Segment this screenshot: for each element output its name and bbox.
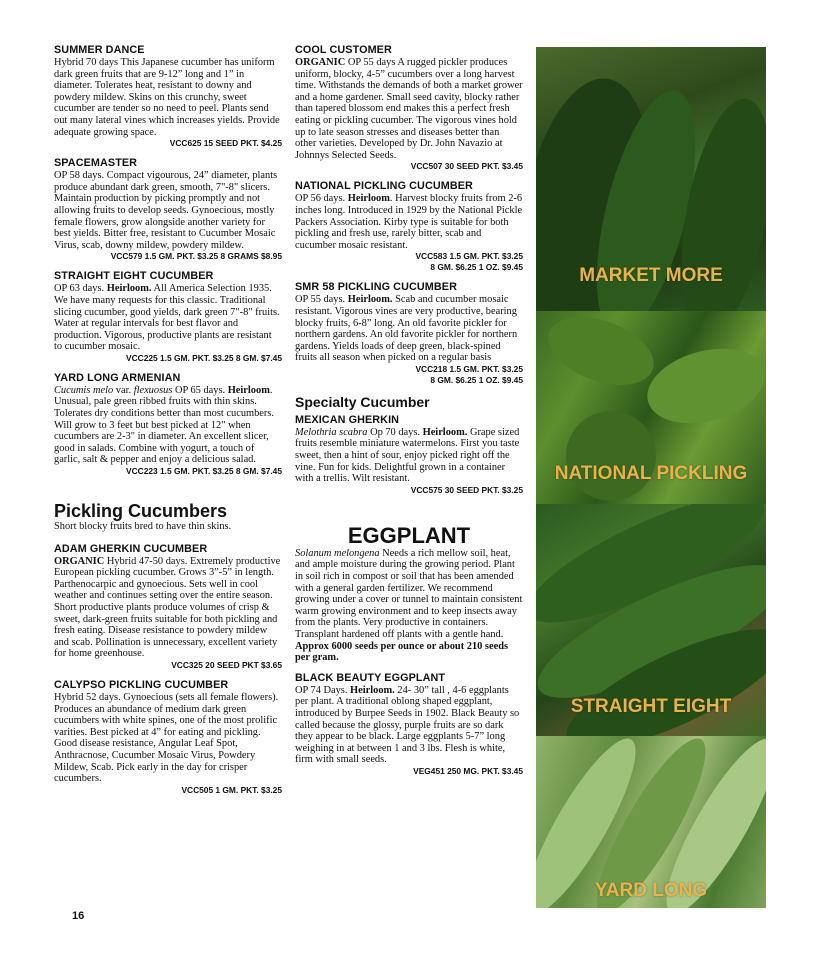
straight-eight-title: STRAIGHT EIGHT CUCUMBER (54, 270, 214, 283)
middle-column (295, 44, 523, 785)
adam-gherkin-desc: ORGANIC Hybrid 47-50 days. Extremely productive European pickling cucumber. Grows 3”-5” in length. Parthenocarpic and gynoecious. Sets well in cool weather and continues setting over the entire season. Short productive plants produce volumes of crisp & sweet, dark-green fruits suitable for both pickling and fresh eating. Disease resistance to powdery mildew and scab. Pollination is unnecessary, excellent variety for home greenhouse. (54, 555, 281, 660)
straight-eight-label: STRAIGHT EIGHT (570, 696, 732, 717)
smr58-desc: OP 55 days. Heirloom. Scab and cucumber mosaic resistant. Vigorous vines are very productive, bearing blocky fruits, 6-8” long. An old favorite pickler for northern gardens. An old favorite pickler for northern gardens. Yields loads of deep green, black-spined fruits all season when picked on a regular basis (295, 294, 518, 364)
yard-long-title: YARD LONG ARMENIAN (54, 371, 181, 384)
cool-customer-entry (295, 44, 523, 172)
eggplant-intro-desc: Solanum melongena Needs a rich mellow soil, heat, and ample moisture during the growing period. Plant in soil rich in compost or soil that has been amended with a general garden fertilizer. We recommend growing under a cover or tunnel to maintain consistent warm growing environment and to keep insects away from the plants. Very productive in containers. Transplant hardened off plants with a gentle hand. Approx 6000 seeds per ounce or about 210 seeds per gram. (295, 547, 523, 664)
eggplant-intro (295, 548, 523, 664)
market-more-label: MARKET MORE (579, 265, 723, 286)
calypso-entry (54, 679, 282, 796)
market-more-photo (536, 47, 766, 311)
spacemaster-title: SPACEMASTER (54, 157, 138, 170)
page-number: 16 (72, 910, 85, 922)
calypso-title: CALYPSO PICKLING CUCUMBER (54, 678, 229, 691)
black-beauty-desc: OP 74 Days. Heirloom. 24- 30” tall , 4-6 eggplants per plant. A traditional oblong shaped eggplant, introduced by Burpee Seeds in 1902. Black Beauty so called because the glossy, purple fruits are so dark they appear to be black. Large eggplants 5-7” long weighing in at between 1 and 3 lbs. Flesh is white, firm with small seeds. (295, 684, 520, 766)
smr58-price-2: 8 GM. $6.25 1 OZ. $9.45 (430, 374, 523, 385)
smr58-entry (295, 281, 523, 386)
black-beauty-entry (295, 672, 523, 777)
spacemaster-price: VCC579 1.5 GM. PKT. $3.25 8 GRAMS $8.95 (110, 251, 282, 262)
mexican-gherkin-desc: Melothria scabra Op 70 days. Heirloom. Grape sized fruits resemble miniature watermelons. First you taste sweet, then a hint of sour, enjoy picked right off the vine. Fun for kids. Delightful grown in a container with a trellis. Wilt resistant. (295, 426, 520, 485)
yard-long-photo (536, 736, 766, 908)
spacemaster-desc: OP 58 days. Compact vigourous, 24” diameter, plants produce abundant dark green, smooth, 7"-8" slicers. Maintain production by picking promptly and not allowing fruits to develop seeds. Gynoecious, mostly female flowers, grow alongside another variety for best yields. Bitter free, resistant to Cucumber Mosaic Virus, scab, downy mildew, powdery mildew. (54, 170, 278, 251)
summer-dance-price: VCC625 15 SEED PKT. $4.25 (169, 138, 282, 149)
mexican-gherkin-price: VCC575 30 SEED PKT. $3.25 (410, 484, 523, 495)
mexican-gherkin-title: MEXICAN GHERKIN (295, 413, 400, 426)
mexican-gherkin-entry (295, 414, 523, 496)
adam-gherkin-entry (54, 543, 282, 671)
black-beauty-title: BLACK BEAUTY EGGPLANT (295, 671, 446, 684)
yard-long-desc: Cucumis melo var. flexuosus OP 65 days. Heirloom. Unusual, pale green ribbed fruits with thin skins. Tolerates dry conditions better than most cucumbers. Will grow to 3 feet but best picked at 12" when cucumbers are 2-3" in diameter. An excellent slicer, good in salads. Combine with yogurt, a touch of garlic, salt & pepper and enjoy a delicious salad. (54, 384, 275, 466)
pickling-subheading: Short blocky fruits bred to have thin skins. (54, 521, 232, 533)
straight-eight-desc: OP 63 days. Heirloom. All America Selection 1935. We have many requests for this classic. Traditional slicing cucumber, good yields, dark green 7"-8" fruits. Water at regular intervals for best flavor and production. Vigorous, productive plants are resistant to cucumber mosaic. (54, 283, 280, 353)
national-entry (295, 180, 523, 273)
left-column (54, 44, 282, 804)
calypso-price: VCC505 1 GM. PKT. $3.25 (181, 784, 282, 795)
smr58-price: VCC218 1.5 GM. PKT. $3.25 (415, 363, 523, 374)
national-title: NATIONAL PICKLING CUCUMBER (295, 180, 473, 193)
summer-dance-title: SUMMER DANCE (54, 44, 145, 56)
national-price: VCC583 1.5 GM. PKT. $3.25 (415, 251, 523, 262)
straight-eight-price: VCC225 1.5 GM. PKT. $3.25 8 GM. $7.45 (126, 352, 282, 363)
eggplant-heading: EGGPLANT (347, 522, 471, 548)
summer-dance-entry (54, 44, 282, 149)
yard-long-label: YARD LONG (594, 880, 708, 901)
national-desc: OP 56 days. Heirloom. Harvest blocky fruits from 2-6 inches long. Introduced in 1929 by the National Pickle Packers Association. Kirby type is suitable for both pickling and fresh use, rarely bitter, scab and cucumber mosaic resistant. (295, 193, 523, 251)
straight-eight-photo (536, 504, 766, 736)
yard-long-price: VCC223 1.5 GM. PKT. $3.25 8 GM. $7.45 (126, 466, 282, 477)
adam-gherkin-price: VCC325 20 SEED PKT $3.65 (171, 659, 282, 670)
smr58-title: SMR 58 PICKLING CUCUMBER (295, 281, 457, 294)
national-pickling-label: NATIONAL PICKLING (554, 463, 748, 484)
black-beauty-price: VEG451 250 MG. PKT. $3.45 (413, 765, 523, 776)
straight-eight-entry (54, 270, 282, 364)
cool-customer-title: COOL CUSTOMER (295, 44, 392, 56)
summer-dance-desc: Hybrid 70 days This Japanese cucumber has uniform dark green fruits that are 9-12” long and 1” in diameter. Tolerates heat, resistant to downy and powdery mildew. Skins on this crunchy, sweet cucumber are tender so no need to peel. Plants send out many lateral vines which increases yields. Provide adequate growing space. (54, 57, 280, 138)
national-pickling-photo (536, 311, 766, 504)
national-price-2: 8 GM. $6.25 1 OZ. $9.45 (430, 262, 523, 273)
pickling-heading: Pickling Cucumbers (54, 501, 228, 522)
cool-customer-desc: ORGANIC OP 55 days A rugged pickler produces uniform, blocky, 4-5” cucumbers over a long harvest time. Withstands the demands of both a market grower and a home gardener. Small seed cavity, blocky rather than tapered blossom end makes this a perfect fresh eating or pickling cucumber. The vigorous vines hold up to late season stresses and diseases better than other varieties. Developed by Dr. John Navazio at Johnnys Selected Seeds. (295, 57, 523, 161)
specialty-heading: Specialty Cucumber (295, 393, 430, 410)
yard-long-entry (54, 372, 282, 477)
spacemaster-entry (54, 157, 282, 262)
cool-customer-price: VCC507 30 SEED PKT. $3.45 (410, 161, 523, 172)
adam-gherkin-title: ADAM GHERKIN CUCUMBER (54, 542, 208, 555)
calypso-desc: Hybrid 52 days. Gynoecious (sets all female flowers). Produces an abundance of medium dark green cucumbers with white spines, one of the most prolific varities. Best picked at 4” for eating and pickling. Good disease resistance, Angular Leaf Spot, Anthracnose, Cucumber Mosaic Virus, Powdery Mildew, Scab. Pick early in the day for crisper cucumbers. (54, 691, 279, 785)
